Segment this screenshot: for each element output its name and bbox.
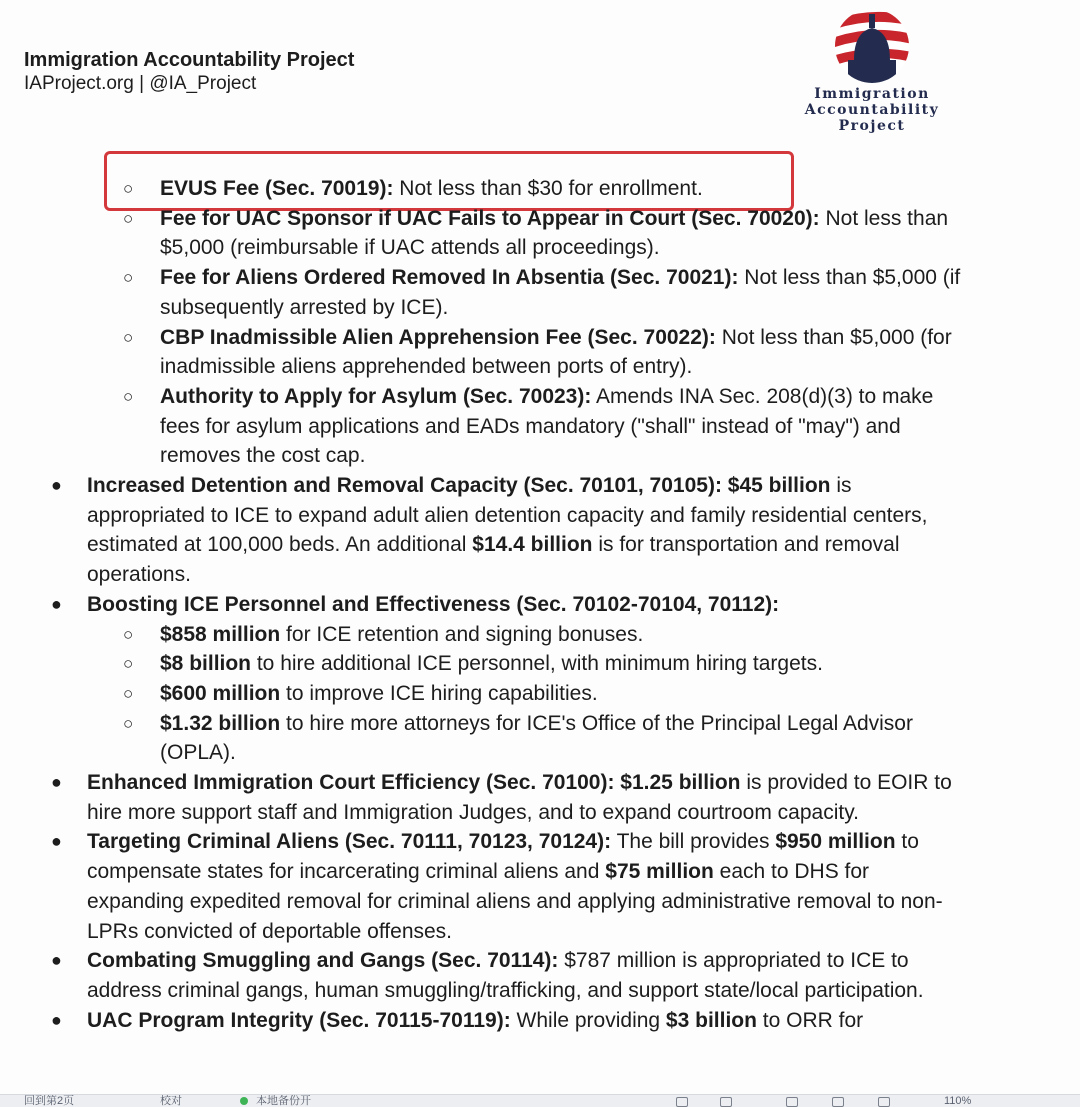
item-heading: Targeting Criminal Aliens (Sec. 70111, 70123, 70124): [87,830,612,854]
item-heading: $950 million [775,830,896,854]
item-text: to compensate states for incarcerating criminal aliens and [87,830,919,884]
iap-logo [782,6,962,134]
item-text: Not less than $30 for enrollment. [393,177,703,200]
item-text: Amends INA Sec. 208(d)(3) to make fees for asylum applications and EADs mandatory ("shall" instead of "may") and removes the cost cap. [160,384,934,468]
bullet-circle: ○ [123,713,134,733]
list-item [0,946,967,1005]
org-name: Immigration Accountability Project [24,49,355,71]
item-text: is provided to EOIR to hire more support staff and Immigration Judges, and to expand courtroom capacity. [87,771,952,824]
bullet-dot: ● [51,950,62,971]
item-heading: EVUS Fee (Sec. 70019): [160,177,394,200]
item-text: Not less than $5,000 (reimbursable if UAC attends all proceedings). [160,206,949,260]
bullet-dot: ● [51,593,62,614]
bullet-circle: ○ [123,327,134,347]
item-text: is for transportation and removal operations. [87,533,900,587]
item-heading: UAC Program Integrity (Sec. 70115-70119): [87,1008,511,1032]
item-text: Not less than $5,000 (for inadmissible aliens apprehended between ports of entry). [160,325,952,379]
bullet-circle: ○ [123,268,134,288]
item-heading: Enhanced Immigration Court Efficiency (Sec. 70100): $1.25 billion [87,771,741,795]
list-item [0,471,967,590]
item-text: to ORR for [756,1008,864,1032]
item-text: each to DHS for expanding expedited removal for criminal aliens and applying administrative removal to non-LPRs convicted of deportable offenses. [87,860,943,943]
list-item [0,590,967,620]
org-contact: IAProject.org | @IA_Project [24,73,257,94]
bullet-circle: ○ [123,208,134,228]
list-item [0,709,970,768]
item-heading: Boosting ICE Personnel and Effectiveness (Sec. 70102-70104, 70112): [87,592,780,616]
list-item [0,649,970,679]
item-heading: Fee for UAC Sponsor if UAC Fails to Appear in Court (Sec. 70020): [160,206,820,230]
taskbar [0,1094,1080,1107]
bullet-dot: ● [51,831,62,852]
document-header [24,48,354,96]
item-text: is appropriated to ICE to expand adult alien detention capacity and family residential centers, estimated at 100,000 beds. An additional [87,474,928,557]
bullet-circle: ○ [123,683,134,703]
bullet-dot: ● [51,772,62,793]
list-item [0,382,970,471]
list-item [0,1006,967,1036]
backup-status[interactable]: 本地备份开 [256,1095,311,1107]
list-item [0,620,970,650]
item-text: to hire more attorneys for ICE's Office of the Principal Legal Advisor (OPLA). [160,711,913,765]
item-heading: $75 million [605,860,714,884]
item-heading: $3 billion [665,1008,757,1032]
list-item [0,174,970,204]
proofread-label[interactable]: 校对 [160,1095,182,1107]
item-text: The bill provides [611,830,776,854]
list-item [0,263,970,322]
bullet-circle: ○ [123,624,134,644]
bullet-circle: ○ [123,386,134,406]
item-text: Not less than $5,000 (if subsequently arrested by ICE). [160,266,961,319]
item-heading: Fee for Aliens Ordered Removed In Absentia (Sec. 70021): [160,266,739,290]
item-heading: $1.32 billion [160,711,281,735]
bullet-dot: ● [51,475,62,496]
backup-status-icon [240,1097,248,1105]
bullet-circle: ○ [123,179,134,198]
logo-line: Accountability [804,102,940,118]
logo-wordmark [782,86,962,134]
item-heading: $8 billion [160,652,252,676]
bullet-dot: ● [51,1009,62,1030]
item-text: for ICE retention and signing bonuses. [280,622,644,646]
bullet-circle: ○ [123,654,134,674]
zoom-level[interactable]: 110% [944,1095,972,1107]
page-nav-label[interactable]: 回到第2页 [24,1095,75,1107]
list-item [0,323,970,382]
item-text: $787 million is appropriated to ICE to address criminal gangs, human smuggling/trafficking, and support state/local participation. [87,949,924,1002]
item-heading: Authority to Apply for Asylum (Sec. 70023): [160,384,592,408]
item-text: to improve ICE hiring capabilities. [280,681,598,705]
list-item [0,768,967,827]
item-heading: CBP Inadmissible Alien Apprehension Fee (Sec. 70022): [160,325,716,349]
capitol-dome-icon [832,6,912,86]
logo-line: Project [838,118,906,134]
item-heading: $600 million [160,681,281,705]
item-heading: $858 million [160,622,281,646]
item-text: While providing [510,1008,666,1032]
item-text: to hire additional ICE personnel, with minimum hiring targets. [251,652,823,676]
item-heading: Combating Smuggling and Gangs (Sec. 70114): [87,949,559,973]
bullet-list [0,174,1080,1035]
item-heading: Increased Detention and Removal Capacity (Sec. 70101, 70105): $45 billion [87,474,831,498]
list-item [0,204,970,263]
list-item [0,827,967,946]
logo-line: Immigration [814,86,930,102]
item-heading: $14.4 billion [472,533,593,557]
list-item [0,679,970,709]
